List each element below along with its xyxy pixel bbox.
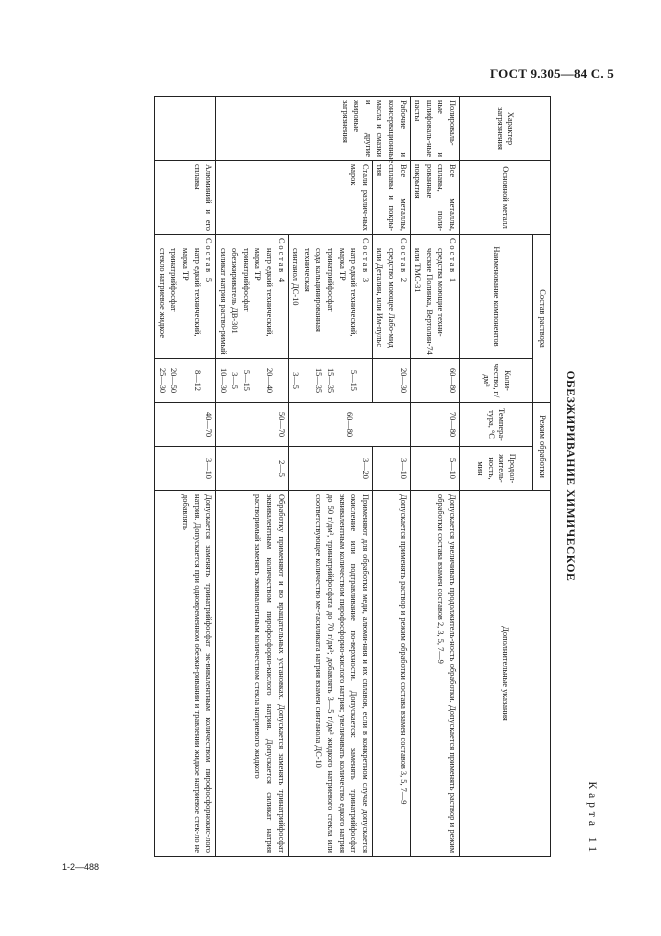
notes-cell: Обработку применяют и во вращательных установках. Допускается заменять тринатрийфосфат эквивалентным количеством пирофосфорно-кислого натрия. Допускается силикат натрия растворимый заменять эквивалентным количеством стекла натриевого жидкого xyxy=(216,491,289,857)
component-item: сода кальцинированная техническая xyxy=(302,248,324,332)
composition-label: Состав 5 xyxy=(204,238,214,284)
component-item: натр едкий технический, марка ТР xyxy=(180,248,202,337)
metal-cell: Стали различ-ных марок xyxy=(216,161,373,235)
notes-cell: Допускается увеличивать продолжитель-ность обработки. Допускается применять раствор и режим обработки состава взамен составов 2, 3, 5, 7—9 xyxy=(410,491,459,857)
component-item: обезжириватель ДВ-301 xyxy=(230,248,240,334)
components-cell xyxy=(216,235,289,359)
col-amount: Коли-чество, г/дм³ xyxy=(460,359,533,403)
amount-cell xyxy=(410,359,459,403)
amount-cell xyxy=(216,359,289,403)
component-item: натр едкий технический, марка ТР xyxy=(337,248,359,337)
amount-item: 5—15 xyxy=(349,370,359,391)
col-mode: Режим обработки xyxy=(533,403,551,491)
amount-item: 20—50 xyxy=(169,367,179,394)
metal-cell: Все металлы, сплавы, поли-рованные покрытия xyxy=(410,161,459,235)
table-row xyxy=(372,97,410,857)
component-item: натр едкий технический, марка ТР xyxy=(253,248,275,337)
duration-cell: 3—20 xyxy=(288,447,372,491)
notes-cell: Допускается применять раствор и режим обработки состава взамен составов 3, 5, 7—9 xyxy=(372,491,410,857)
component-item: стекло натриевое жидкое xyxy=(157,248,167,338)
col-solution: Состав раствора xyxy=(533,235,551,403)
amount-item: 10—30 xyxy=(218,367,228,394)
print-code: 1-2—488 xyxy=(62,862,100,872)
components-cell xyxy=(288,235,372,359)
duration-cell: 5—10 xyxy=(410,447,459,491)
metal-cell: Все металлы, сплавы и покры-тия xyxy=(372,161,410,235)
col-temp: Темпера-тура, °С xyxy=(460,403,533,447)
col-contamination: Характер загрязнения xyxy=(460,97,551,161)
amount-cell xyxy=(155,359,216,403)
page-header: ГОСТ 9.305—84 С. 5 xyxy=(489,66,614,81)
amount-item: 5—15 xyxy=(241,370,251,391)
amount-item: 3—5 xyxy=(291,372,301,389)
component-item: средства моющие техни-ческие Полинка, Вертолин-74 или ТМС-31 xyxy=(413,248,446,355)
col-metal: Основной металл xyxy=(460,161,551,235)
col-component: Наименование компонентов xyxy=(460,235,533,359)
composition-label: Состав 3 xyxy=(360,238,370,284)
duration-cell: 3—10 xyxy=(372,447,410,491)
amount-cell xyxy=(372,359,410,403)
amount-item: 20—40 xyxy=(265,367,275,394)
col-notes: Дополнительные указания xyxy=(460,491,551,857)
component-item: силикат натрия раство-римый xyxy=(218,248,228,355)
amount-item: 8—12 xyxy=(192,370,202,391)
degreasing-table xyxy=(154,96,551,857)
amount-item: 3—5 xyxy=(230,372,240,389)
contamination-cell xyxy=(155,97,216,161)
card-label: Карта 11 xyxy=(586,781,598,856)
notes-cell: Применяют для обработки меди, алюми-ния и их сплавов, если в конкретном случае допускается окисление или подтравливание по-верхности. Допускается: заменять тринатрийфосфат эквивалентным количеством пирофосфорно-кислого натрия; увеличивать количество едкого натрия до 50 г/дм³, тринатрийфосфата до 70 г/дм³; добавлять 3—5 г/дм³ жидкого натриевого стекла или соответствующее количество ме-тасиликата натрия взамен синтанола ДС-10 xyxy=(288,491,372,857)
amount-item: 20—30 xyxy=(398,367,408,394)
composition-label: Состав 2 xyxy=(398,238,408,284)
temp-cell: 40—70 xyxy=(155,403,216,447)
contamination-cell: Рабочие и консервационные масла и смазки и другие жировые загрязнения xyxy=(216,97,411,161)
col-duration: Продол-житель-ность, мин xyxy=(460,447,533,491)
components-cell xyxy=(155,235,216,359)
composition-label: Состав 1 xyxy=(448,238,457,284)
component-item: синтанол ДС-10 xyxy=(291,248,301,306)
page-title: ОБЕЗЖИРИВАНИЕ ХИМИЧЕСКОЕ xyxy=(564,370,576,582)
amount-cell xyxy=(288,359,372,403)
components-cell xyxy=(410,235,459,359)
component-item: средство моющее Лабо-мид или Деталин, или Им-пульс xyxy=(375,248,397,348)
temp-cell: 60—80 xyxy=(288,403,410,447)
table-row xyxy=(288,97,372,857)
rotated-page-body xyxy=(98,96,598,856)
temp-cell: 70—80 xyxy=(410,403,459,447)
component-item: тринатрийфосфат xyxy=(169,248,179,312)
amount-item: 15—35 xyxy=(326,367,336,394)
contamination-cell: Полироваль-ные и шлифоваль-ные пасты xyxy=(410,97,459,161)
amount-item: 25—30 xyxy=(157,367,167,394)
amount-item: 15—35 xyxy=(314,367,324,394)
amount-item: 60—80 xyxy=(448,367,457,394)
components-cell xyxy=(372,235,410,359)
duration-cell: 2—5 xyxy=(216,447,289,491)
table-row xyxy=(155,97,216,857)
metal-cell: Алюминий и его сплавы xyxy=(155,161,216,235)
notes-cell: Допускается заменять тринатрийфосфат эк-вивалентным количеством пирофосфорнокис-лого натрия. Допускается при одновременном обезжи-ривании и травлении жидкое натриевое стек-ло не добавлять xyxy=(155,491,216,857)
component-item: тринатрийфосфат xyxy=(241,248,251,312)
table-row xyxy=(410,97,459,857)
composition-label: Состав 4 xyxy=(276,238,286,284)
component-item: тринатрийфосфат xyxy=(326,248,336,312)
duration-cell: 3—10 xyxy=(155,447,216,491)
temp-cell: 50—70 xyxy=(216,403,289,447)
